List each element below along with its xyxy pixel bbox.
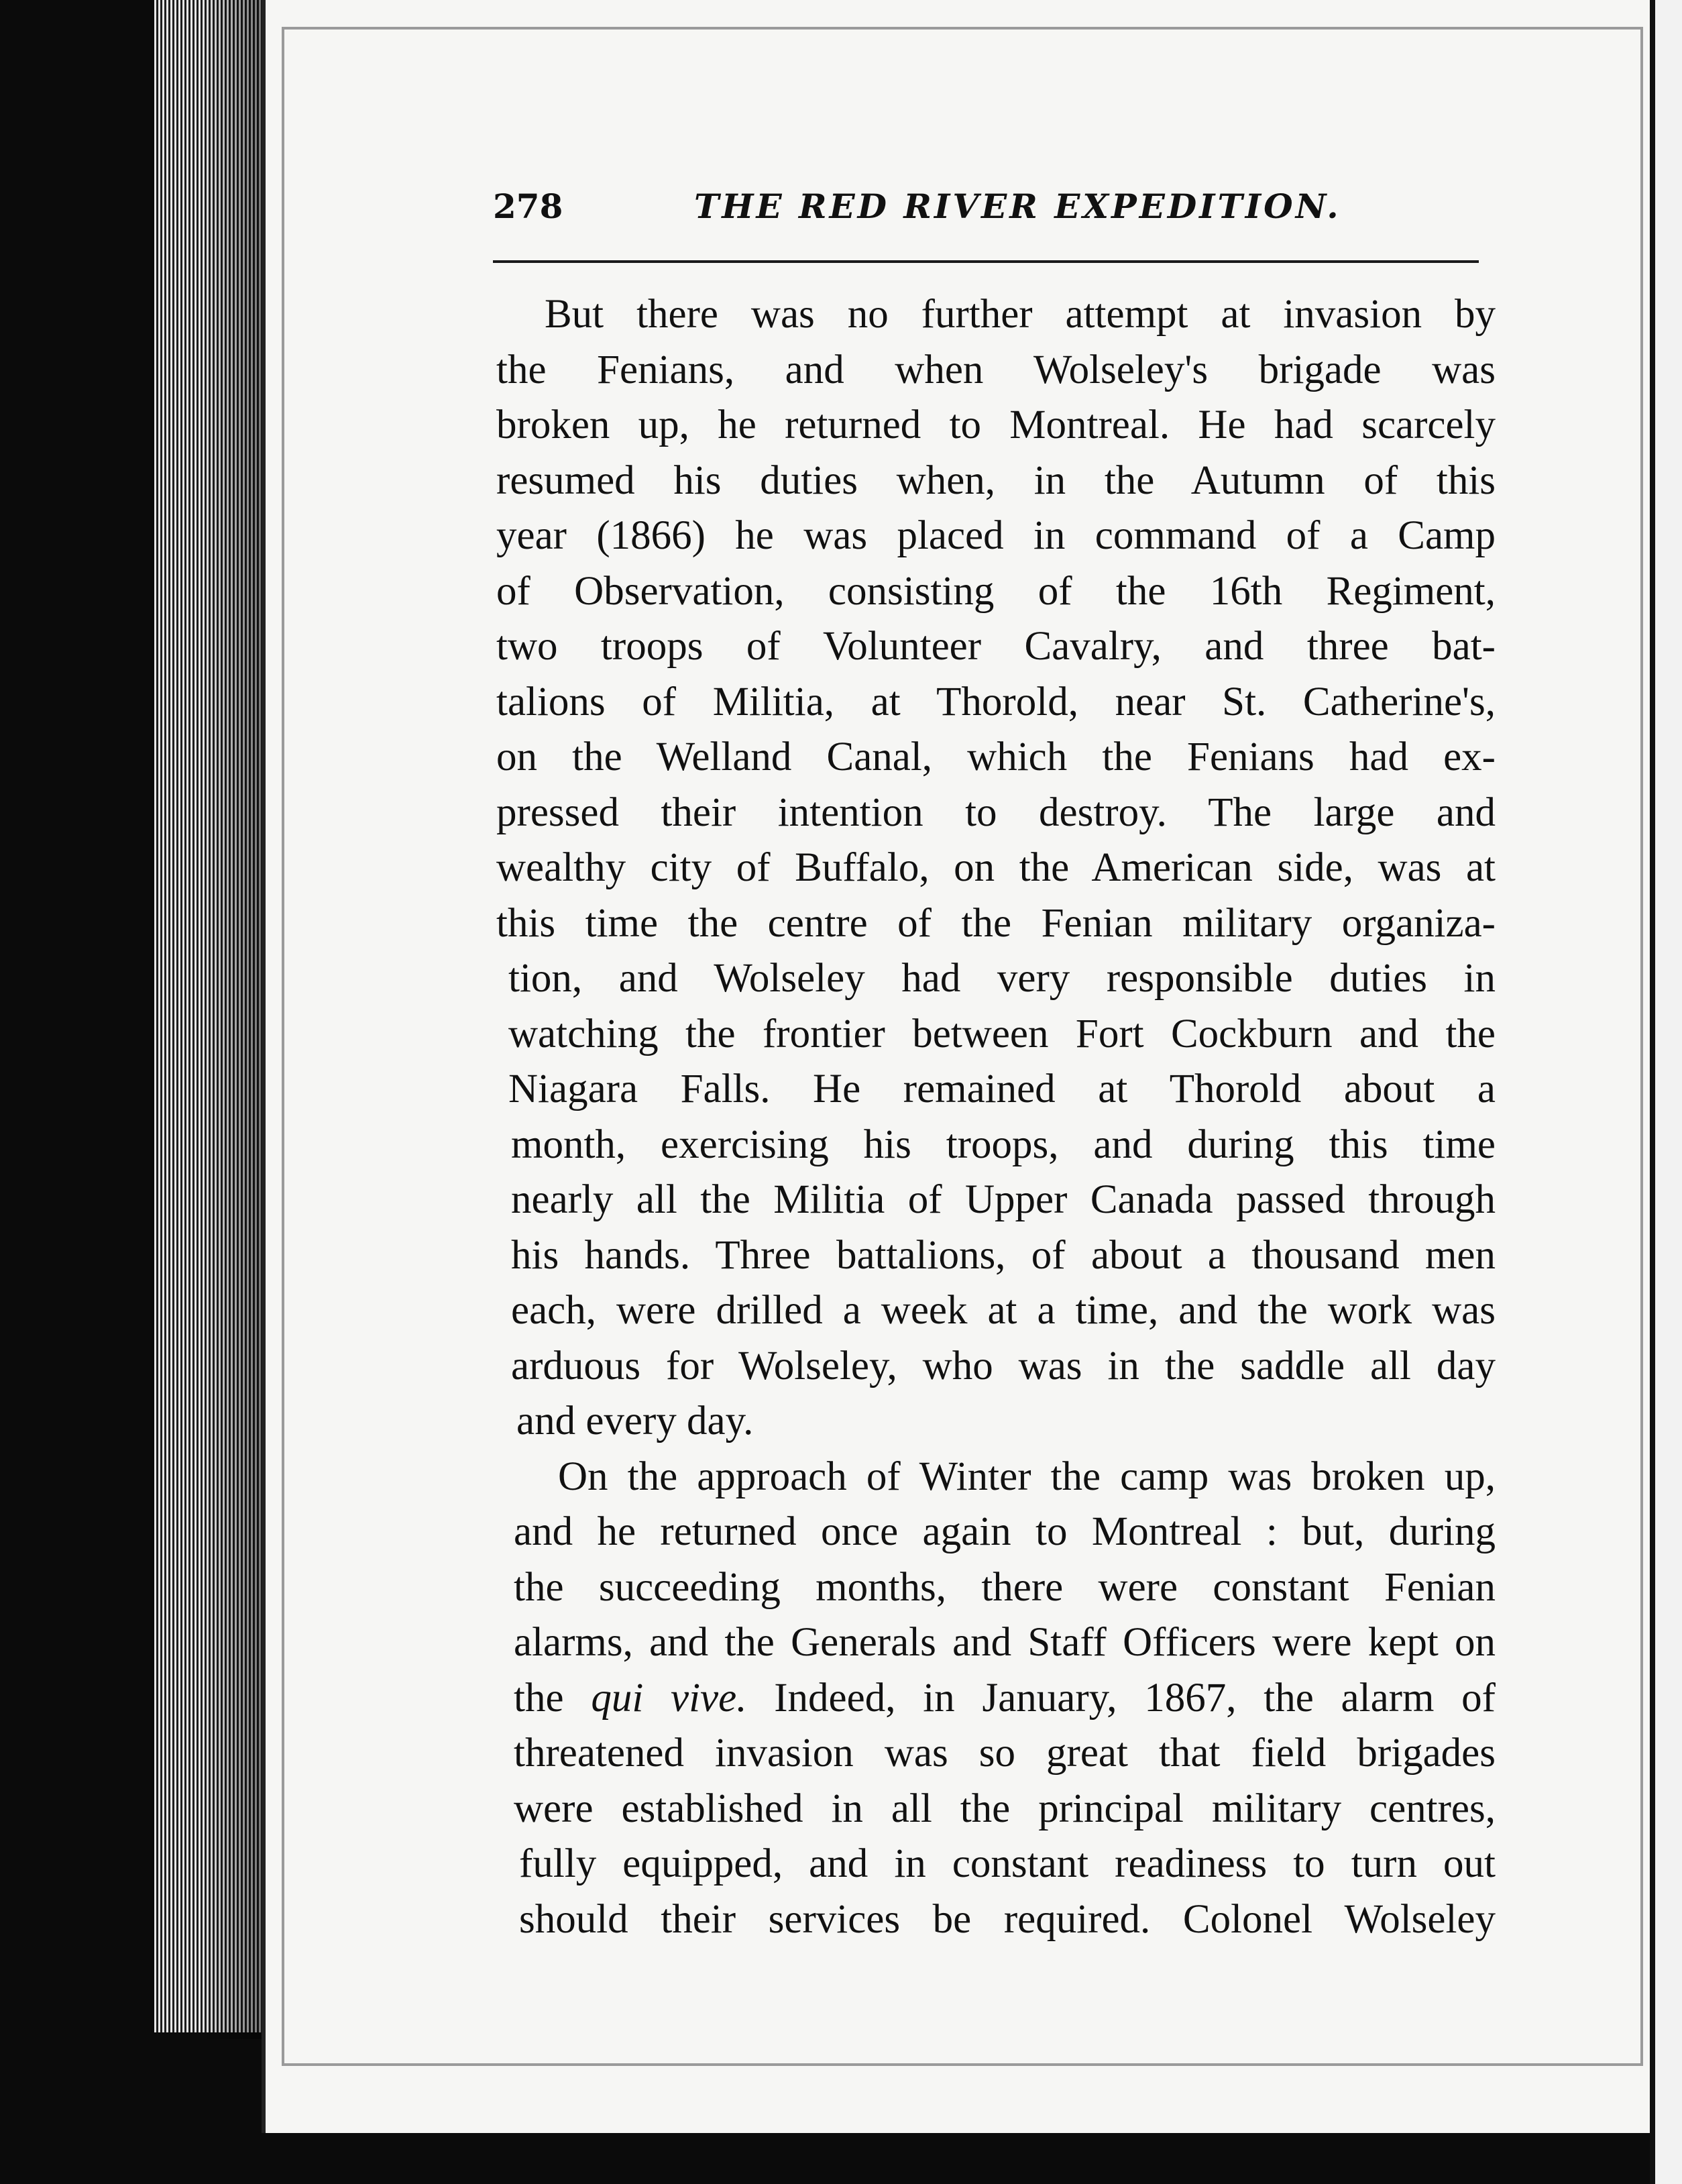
text-line: pressed their intention to destroy. The large and [496, 789, 1496, 835]
text-line: were established in all the principal military centres, [514, 1786, 1496, 1831]
page-number: 278 [493, 186, 563, 226]
text-line: and he returned once again to Montreal : but, during [514, 1509, 1496, 1554]
text-line: tion, and Wolseley had very responsible duties in [508, 956, 1496, 1001]
text-line: two troops of Volunteer Cavalry, and three bat- [496, 624, 1496, 669]
paragraph-1 [496, 287, 1496, 1450]
text-line: But there was no further attempt at invasion by [545, 292, 1496, 337]
text-line: watching the frontier between Fort Cockburn and the [508, 1011, 1496, 1056]
header-rule [493, 260, 1479, 263]
text-line: should their services be required. Colonel Wolseley [519, 1896, 1496, 1942]
adjacent-page-edge [1650, 0, 1682, 2184]
text-line: of Observation, consisting of the 16th Regiment, [496, 568, 1496, 614]
page-header [493, 186, 1445, 233]
text-line: resumed his duties when, in the Autumn of this [496, 457, 1496, 503]
text-line: on the Welland Canal, which the Fenians had ex- [496, 734, 1496, 779]
italic-phrase: qui vive. [591, 1675, 747, 1721]
text-line-with-italic [496, 1671, 1496, 1727]
text-line: year (1866) he was placed in command of a Camp [496, 513, 1496, 558]
text-line: each, were drilled a week at a time, and the work was [511, 1288, 1496, 1333]
text-line: this time the centre of the Fenian military organiza- [496, 900, 1496, 946]
paragraph-2 [496, 1450, 1496, 1948]
scan-bottom-margin [262, 2133, 1650, 2184]
text-line: the Fenians, and when Wolseley's brigade was [496, 347, 1496, 392]
text-segment: Indeed, in January, 1867, the alarm of [746, 1675, 1496, 1721]
text-line: wealthy city of Buffalo, on the American side, was at [496, 845, 1496, 890]
text-line: broken up, he returned to Montreal. He had scarcely [496, 402, 1496, 447]
text-line: arduous for Wolseley, who was in the saddle all day [511, 1343, 1496, 1388]
text-line: and every day. [516, 1399, 754, 1443]
running-head: THE RED RIVER EXPEDITION. [694, 186, 1341, 226]
text-line: fully equipped, and in constant readiness to turn out [519, 1841, 1496, 1886]
text-line: talions of Militia, at Thorold, near St. Catherine's, [496, 679, 1496, 724]
text-line: threatened invasion was so great that field brigades [514, 1731, 1496, 1776]
text-line: alarms, and the Generals and Staff Officers were kept on [514, 1620, 1496, 1665]
gutter-shadow [201, 0, 268, 2039]
text-line: nearly all the Militia of Upper Canada passed through [511, 1177, 1496, 1222]
body-text [496, 287, 1496, 1947]
text-line: month, exercising his troops, and during this time [511, 1122, 1496, 1167]
text-line: his hands. Three battalions, of about a thousand men [511, 1232, 1496, 1278]
text-line: On the approach of Winter the camp was broken up, [558, 1454, 1496, 1499]
text-segment: the [514, 1675, 592, 1721]
text-line: Niagara Falls. He remained at Thorold about a [508, 1067, 1496, 1111]
text-line: the succeeding months, there were constant Fenian [514, 1564, 1496, 1610]
